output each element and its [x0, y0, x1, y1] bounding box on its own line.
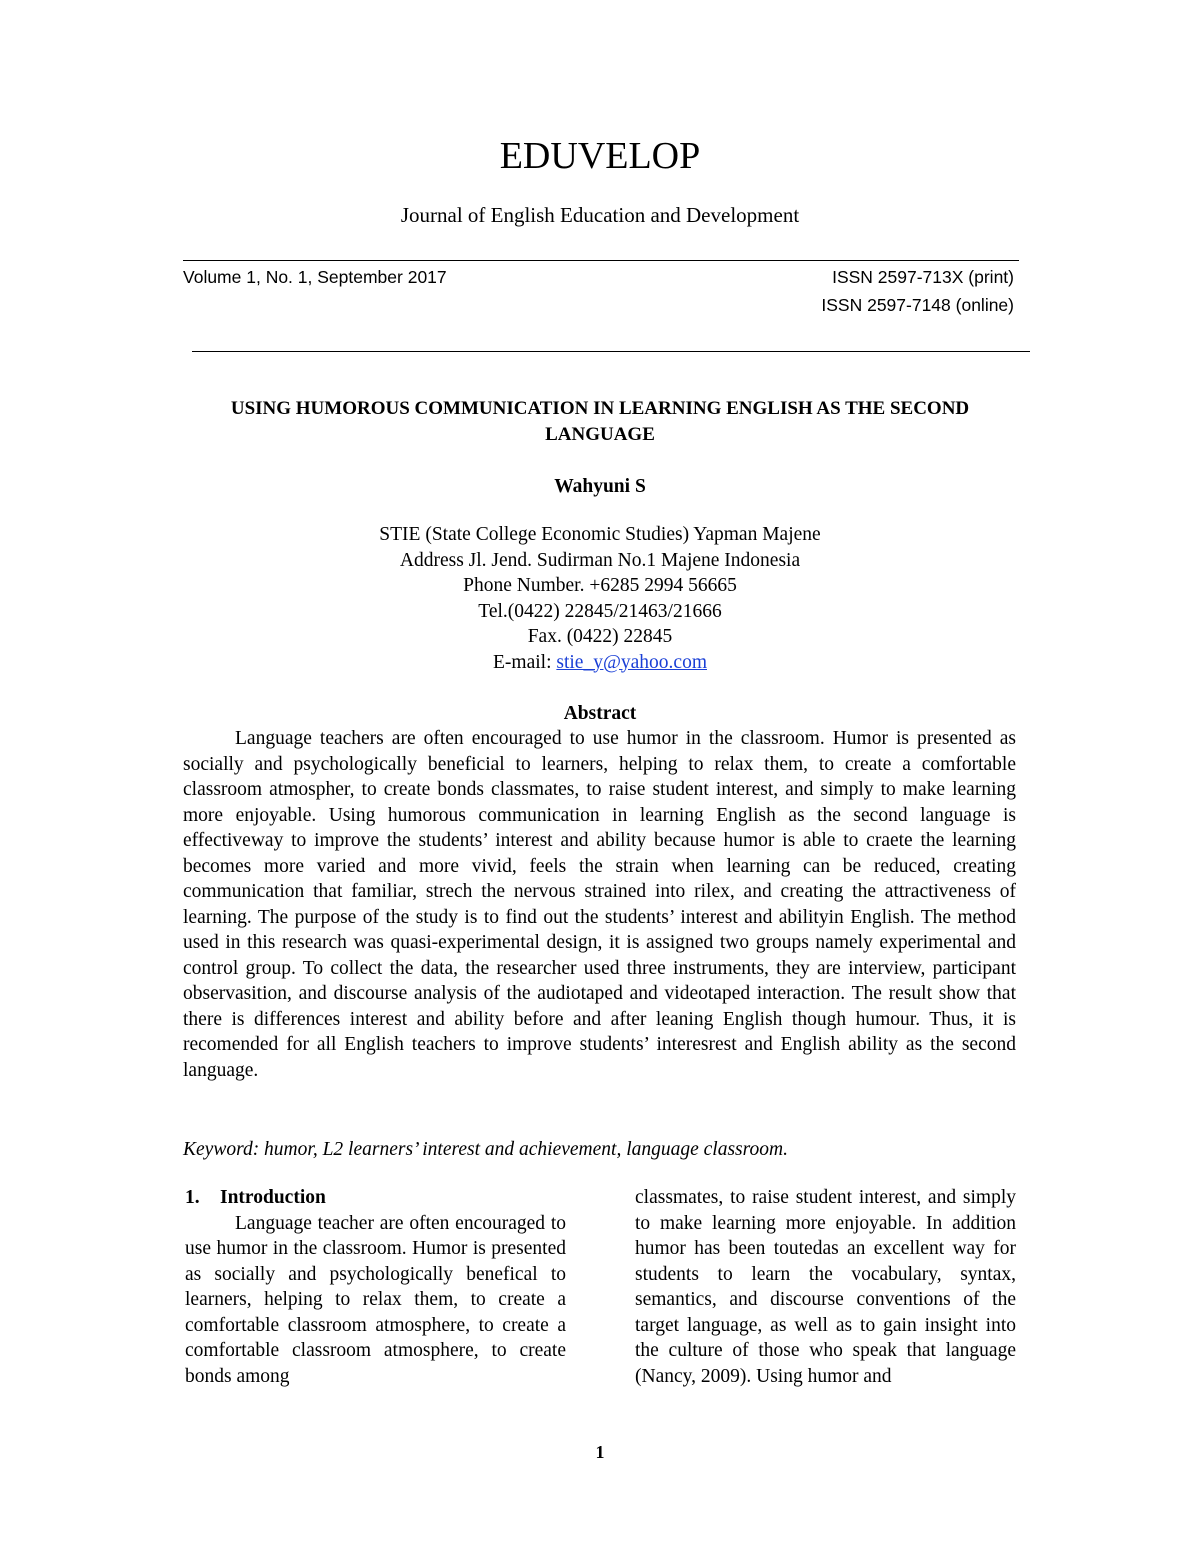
abstract-body: Language teachers are often encouraged to use humor in the classroom. Humor is presented as socially and psychologically beneficial to learners, helping to relax them, to create a comfortable classroom atmospher, to create bonds classmates, to raise student interest, and simply to make learning more enjoyable. Using humorous communication in learning English as the second language is effectiveway to improve the students’ interest and ability because humor is able to craete the learning becomes more varied and more vivid, feels the strain when learning can be reduced, creating communication that familiar, strech the nervous strained into rilex, and creating the attractiveness of learning. The purpose of the study is to find out the students’ interest and abilityin English. The method used in this research was quasi-experimental design, it is assigned two groups namely experimental and control group. To collect the data, the researcher used three instruments, they are interview, participant observasition, and discourse analysis of the audiotaped and videotaped interaction. The result show that there is differences interest and ability before and after leaning English though humour. Thus, it is recomended for all English teachers to improve students’ interesrest and English ability as the second language. [183, 728, 1016, 1081]
journal-name: EDUVELOP [499, 135, 701, 177]
page-number: 1 [595, 1442, 605, 1462]
section-heading-introduction [185, 1185, 566, 1211]
issn-online: ISSN 2597-7148 (online) [821, 295, 1014, 315]
affiliation-institution: STIE (State College Economic Studies) Yapman Majene [379, 524, 821, 545]
affiliation-block [0, 522, 1200, 675]
issue-volume: Volume 1, No. 1, September 2017 [183, 267, 447, 287]
issn-print: ISSN 2597-713X (print) [832, 267, 1014, 287]
author-name: Wahyuni S [554, 476, 646, 497]
affiliation-phone: Phone Number. +6285 2994 56665 [463, 575, 737, 596]
affiliation-tel: Tel.(0422) 22845/21463/21666 [478, 600, 722, 622]
introduction-paragraph-right: classmates, to raise student interest, and simply to make learning more enjoyable. In addition humor has been toutedas an excellent way for students to learn the vocabulary, syntax, semantics, and discourse conventions of the target language, as well as to gain insight into the culture of those who speak that language (Nancy, 2009). Using humor and [635, 1187, 1016, 1387]
email-link[interactable]: stie_y@yahoo.com [556, 651, 707, 673]
keywords: Keyword: humor, L2 learners’ interest and achievement, language classroom. [183, 1139, 788, 1160]
header-divider-top [183, 260, 1019, 261]
affiliation-address: Address Jl. Jend. Sudirman No.1 Majene Indonesia [399, 549, 801, 571]
journal-subtitle: Journal of English Education and Development [400, 203, 800, 227]
abstract-heading: Abstract [563, 703, 637, 724]
introduction-paragraph-left: Language teacher are often encouraged to use humor in the classroom. Humor is presented as socially and psychologically benefical to learners, helping to relax them, to create a comfortable classroom atmosphere, to create a comfortable classroom atmosphere, to create bonds among [185, 1212, 566, 1387]
section-title: Introduction [220, 1187, 326, 1208]
section-number: 1. [185, 1187, 200, 1208]
affiliation-email-line [0, 650, 1200, 676]
affiliation-fax: Fax. (0422) 22845 [527, 626, 673, 647]
header-divider-bottom [192, 351, 1030, 352]
article-title: USING HUMOROUS COMMUNICATION IN LEARNING ENGLISH AS THE SECOND LANGUAGE [230, 398, 970, 445]
column-right [635, 1185, 1016, 1389]
email-label: E-mail: [493, 651, 557, 673]
column-left [185, 1185, 566, 1389]
